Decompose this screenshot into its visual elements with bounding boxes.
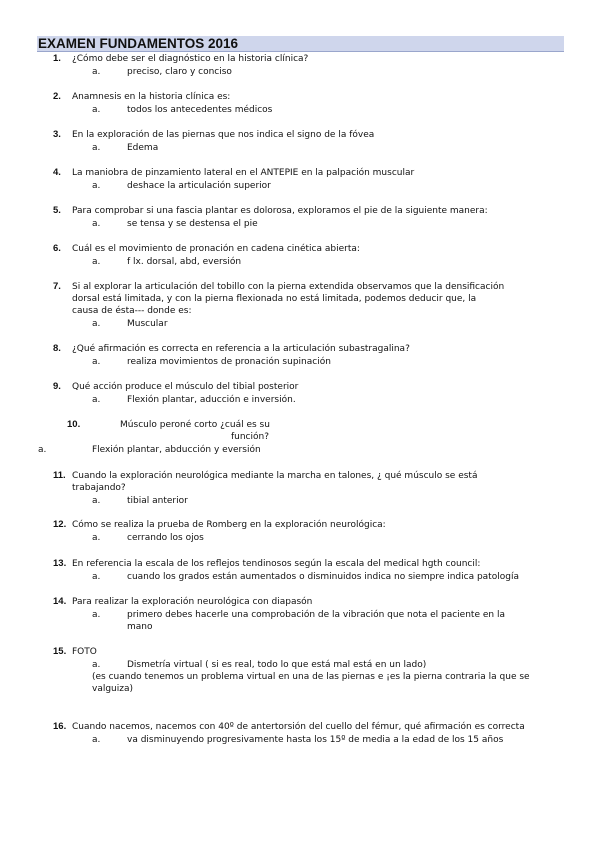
answer-letter: a. — [92, 735, 101, 745]
question-text-line: función? — [230, 432, 269, 442]
question-number: 7. — [53, 281, 61, 292]
answer-letter: a. — [92, 105, 101, 115]
answer-text: se tensa y se destensa el pie — [127, 219, 258, 229]
answer-letter: a. — [38, 445, 47, 455]
answer-letter: a. — [92, 357, 101, 367]
question-number: 4. — [53, 167, 61, 178]
answer-text: cerrando los ojos — [127, 533, 204, 543]
question-text-line: causa de ésta--- donde es: — [72, 306, 192, 316]
question-text-line: Cuando la exploración neurológica mediante la marcha en talones, ¿ qué músculo se está — [72, 471, 478, 481]
note-text-line: (es cuando tenemos un problema virtual en una de las piernas e ¡es la pierna contraria la que se — [92, 672, 530, 682]
question-text: Anamnesis en la historia clínica es: — [72, 92, 231, 102]
answer-text: Dismetría virtual ( si es real, todo lo que está mal está en un lado) — [127, 660, 427, 670]
question-text: FOTO — [72, 647, 97, 657]
answer-text: Flexión plantar, aducción e inversión. — [127, 395, 296, 405]
answer-letter: a. — [92, 181, 101, 191]
question-number: 12. — [53, 519, 67, 530]
question-text: La maniobra de pinzamiento lateral en el ANTEPIE en la palpación muscular — [72, 168, 415, 178]
answer-text: tibial anterior — [127, 496, 188, 506]
answer-text-line: mano — [127, 622, 153, 632]
question-text: Para comprobar si una fascia plantar es dolorosa, exploramos el pie de la siguiente manera: — [72, 206, 488, 216]
question-text: Cuál es el movimiento de pronación en cadena cinética abierta: — [72, 244, 360, 254]
question-number: 5. — [53, 205, 61, 216]
answer-letter: a. — [92, 257, 101, 267]
question-text-line: dorsal está limitada, y con la pierna flexionada no está limitada, podemos deducir que, la — [72, 294, 477, 304]
question-text: En referencia la escala de los reflejos tendinosos según la escala del medical hgth council: — [72, 559, 481, 569]
answer-letter: a. — [92, 572, 101, 582]
question-text: Cuando nacemos, nacemos con 40º de antertorsión del cuello del fémur, qué afirmación es correcta — [72, 722, 525, 732]
question-number: 3. — [53, 129, 61, 140]
question-text-line: Si al explorar la articulación del tobillo con la pierna extendida observamos que la densificación — [72, 282, 505, 292]
answer-text: realiza movimientos de pronación supinación — [127, 357, 331, 367]
answer-text: Muscular — [127, 319, 168, 329]
answer-text: preciso, claro y conciso — [127, 67, 232, 77]
question-number: 9. — [53, 381, 61, 392]
answer-text: cuando los grados están aumentados o disminuidos indica no siempre indica patología — [127, 572, 519, 582]
question-text: ¿Qué afirmación es correcta en referencia a la articulación subastragalina? — [72, 344, 410, 354]
answer-text: deshace la articulación superior — [127, 181, 271, 191]
answer-letter: a. — [92, 67, 101, 77]
answer-letter: a. — [92, 660, 101, 670]
question-number: 8. — [53, 343, 61, 354]
answer-text: f lx. dorsal, abd, eversión — [127, 257, 242, 267]
answer-letter: a. — [92, 533, 101, 543]
note-text-line: valguiza) — [92, 684, 134, 694]
question-number: 11. — [53, 470, 66, 481]
question-text: Cómo se realiza la prueba de Romberg en la exploración neurológica: — [72, 520, 386, 530]
question-text-line: Músculo peroné corto ¿cuál es su — [120, 420, 270, 430]
answer-text: todos los antecedentes médicos — [127, 105, 273, 115]
answer-text: Edema — [127, 143, 159, 153]
page-title: EXAMEN FUNDAMENTOS 2016 — [37, 36, 564, 52]
answer-letter: a. — [92, 610, 101, 620]
answer-letter: a. — [92, 496, 101, 506]
question-text: ¿Cómo debe ser el diagnóstico en la historia clínica? — [72, 54, 309, 64]
question-text: En la exploración de las piernas que nos indica el signo de la fóvea — [72, 130, 375, 140]
answer-text: va disminuyendo progresivamente hasta los 15º de media a la edad de los 15 años — [127, 735, 504, 745]
question-number: 1. — [53, 53, 61, 64]
question-number: 13. — [53, 558, 67, 569]
answer-text: Flexión plantar, abducción y eversión — [92, 445, 261, 455]
question-number: 6. — [53, 243, 61, 254]
question-number: 2. — [53, 91, 61, 102]
question-number: 16. — [53, 721, 67, 732]
question-number: 10. — [67, 419, 81, 430]
answer-letter: a. — [92, 219, 101, 229]
answer-letter: a. — [92, 319, 101, 329]
question-text-line: trabajando? — [72, 483, 126, 493]
question-text: Qué acción produce el músculo del tibial posterior — [72, 382, 299, 392]
question-text: Para realizar la exploración neurológica con diapasón — [72, 597, 313, 607]
answer-letter: a. — [92, 143, 101, 153]
question-number: 15. — [53, 646, 67, 657]
question-number: 14. — [53, 596, 67, 607]
answer-letter: a. — [92, 395, 101, 405]
answer-text-line: primero debes hacerle una comprobación de la vibración que nota el paciente en la — [127, 610, 505, 620]
